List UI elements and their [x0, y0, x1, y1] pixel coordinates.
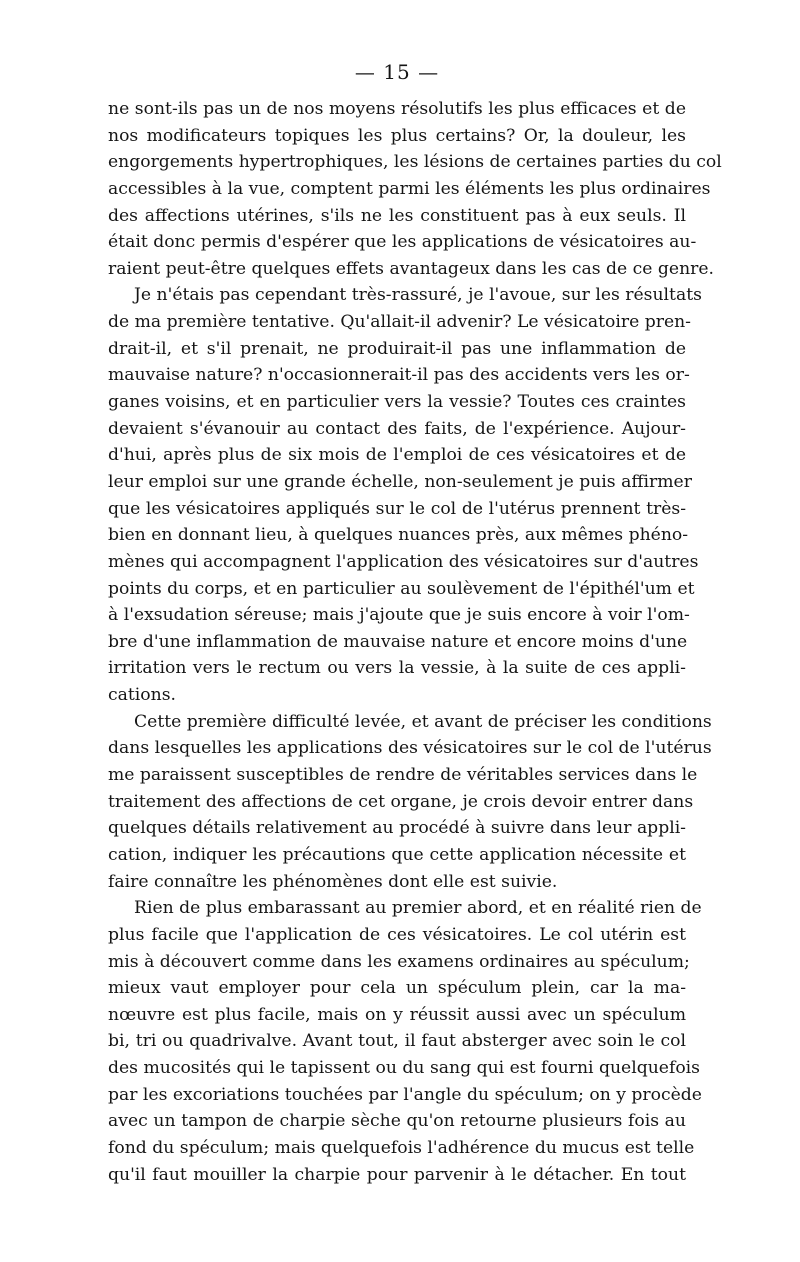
text-line: bre d'une inflammation de mauvaise nature et encore moins d'une [108, 631, 688, 652]
text-line: mènes qui accompagnent l'application des vésicatoires sur d'autres [108, 551, 699, 572]
text-line: que les vésicatoires appliqués sur le col de l'utérus prennent très- [108, 498, 686, 519]
text-line: mis à découvert comme dans les examens ordinaires au spéculum; [108, 951, 690, 972]
text-line: irritation vers le rectum ou vers la vessie, à la suite de ces appli- [108, 658, 686, 679]
paragraph [108, 96, 722, 282]
text-line: avec un tampon de charpie sèche qu'on retourne plusieurs fois au [108, 1111, 686, 1132]
text-line: ne sont-ils pas un de nos moyens résolutifs les plus efficaces et de [108, 99, 686, 119]
book-page [108, 52, 722, 1188]
text-line: Je n'étais pas cependant très-rassuré, je l'avoue, sur les résultats [134, 285, 702, 306]
text-line: traitement des affections de cet organe, je crois devoir entrer dans [108, 791, 694, 812]
text-line: mieux vaut employer pour cela un spéculum plein, car la ma- [108, 978, 686, 999]
text-line: devaient s'évanouir au contact des faits, de l'expérience. Aujour- [108, 418, 686, 439]
text-line: me paraissent susceptibles de rendre de véritables services dans le [108, 765, 698, 786]
paragraph [108, 709, 712, 895]
text-line: cation, indiquer les précautions que cette application nécessite et [108, 844, 686, 865]
text-line: faire connaître les phénomènes dont elle est suivie. [108, 871, 558, 892]
text-line: leur emploi sur une grande échelle, non-seulement je puis affirmer [108, 471, 692, 492]
text-line: à l'exsudation séreuse; mais j'ajoute que je suis encore à voir l'om- [108, 605, 690, 626]
text-line: raient peut-être quelques effets avantageux dans les cas de ce genre. [108, 258, 715, 279]
text-line: plus facile que l'application de ces vésicatoires. Le col utérin est [108, 924, 686, 945]
text-line: dans lesquelles les applications des vésicatoires sur le col de l'utérus [108, 738, 712, 759]
text-line: nœuvre est plus facile, mais on y réussit aussi avec un spéculum [108, 1004, 686, 1025]
text-line: des mucosités qui le tapissent ou du sang qui est fourni quelquefois [108, 1058, 700, 1079]
text-line: ganes voisins, et en particulier vers la vessie? Toutes ces craintes [108, 392, 686, 413]
page-number: — 15 — [354, 60, 440, 84]
text-line: de ma première tentative. Qu'allait-il advenir? Le vésicatoire pren- [108, 312, 691, 333]
paragraph [108, 282, 702, 708]
text-line: engorgements hypertrophiques, les lésions de certaines parties du col [108, 152, 722, 173]
text-line: fond du spéculum; mais quelquefois l'adhérence du mucus est telle [108, 1137, 695, 1158]
text-line: Rien de plus embarassant au premier abord, et en réalité rien de [134, 898, 702, 919]
text-line: accessibles à la vue, comptent parmi les éléments les plus ordinaires [108, 178, 711, 199]
text-line: drait-il, et s'il prenait, ne produirait-il pas une inflammation de [108, 338, 686, 359]
text-line: d'hui, après plus de six mois de l'emploi de ces vésicatoires et de [108, 445, 686, 466]
text-line: mauvaise nature? n'occasionnerait-il pas des accidents vers les or- [108, 365, 690, 386]
text-line: nos modificateurs topiques les plus certains? Or, la douleur, les [108, 125, 686, 146]
text-line: quelques détails relativement au procédé à suivre dans leur appli- [108, 818, 686, 839]
text-line: cations. [108, 685, 176, 706]
body-text [108, 96, 722, 1188]
text-line: Cette première difficulté levée, et avant de préciser les conditions [134, 711, 712, 732]
text-line: qu'il faut mouiller la charpie pour parvenir à le détacher. En tout [108, 1164, 686, 1185]
text-line: des affections utérines, s'ils ne les constituent pas à eux seuls. Il [108, 205, 686, 226]
text-line: par les excoriations touchées par l'angle du spéculum; on y procède [108, 1084, 702, 1105]
text-line: était donc permis d'espérer que les applications de vésicatoires au- [108, 232, 697, 253]
paragraph [108, 895, 702, 1188]
text-line: bien en donnant lieu, à quelques nuances près, aux mêmes phéno- [108, 525, 689, 546]
text-line: bi, tri ou quadrivalve. Avant tout, il faut absterger avec soin le col [108, 1031, 686, 1052]
text-line: points du corps, et en particulier au soulèvement de l'épithél'um et [108, 578, 695, 599]
